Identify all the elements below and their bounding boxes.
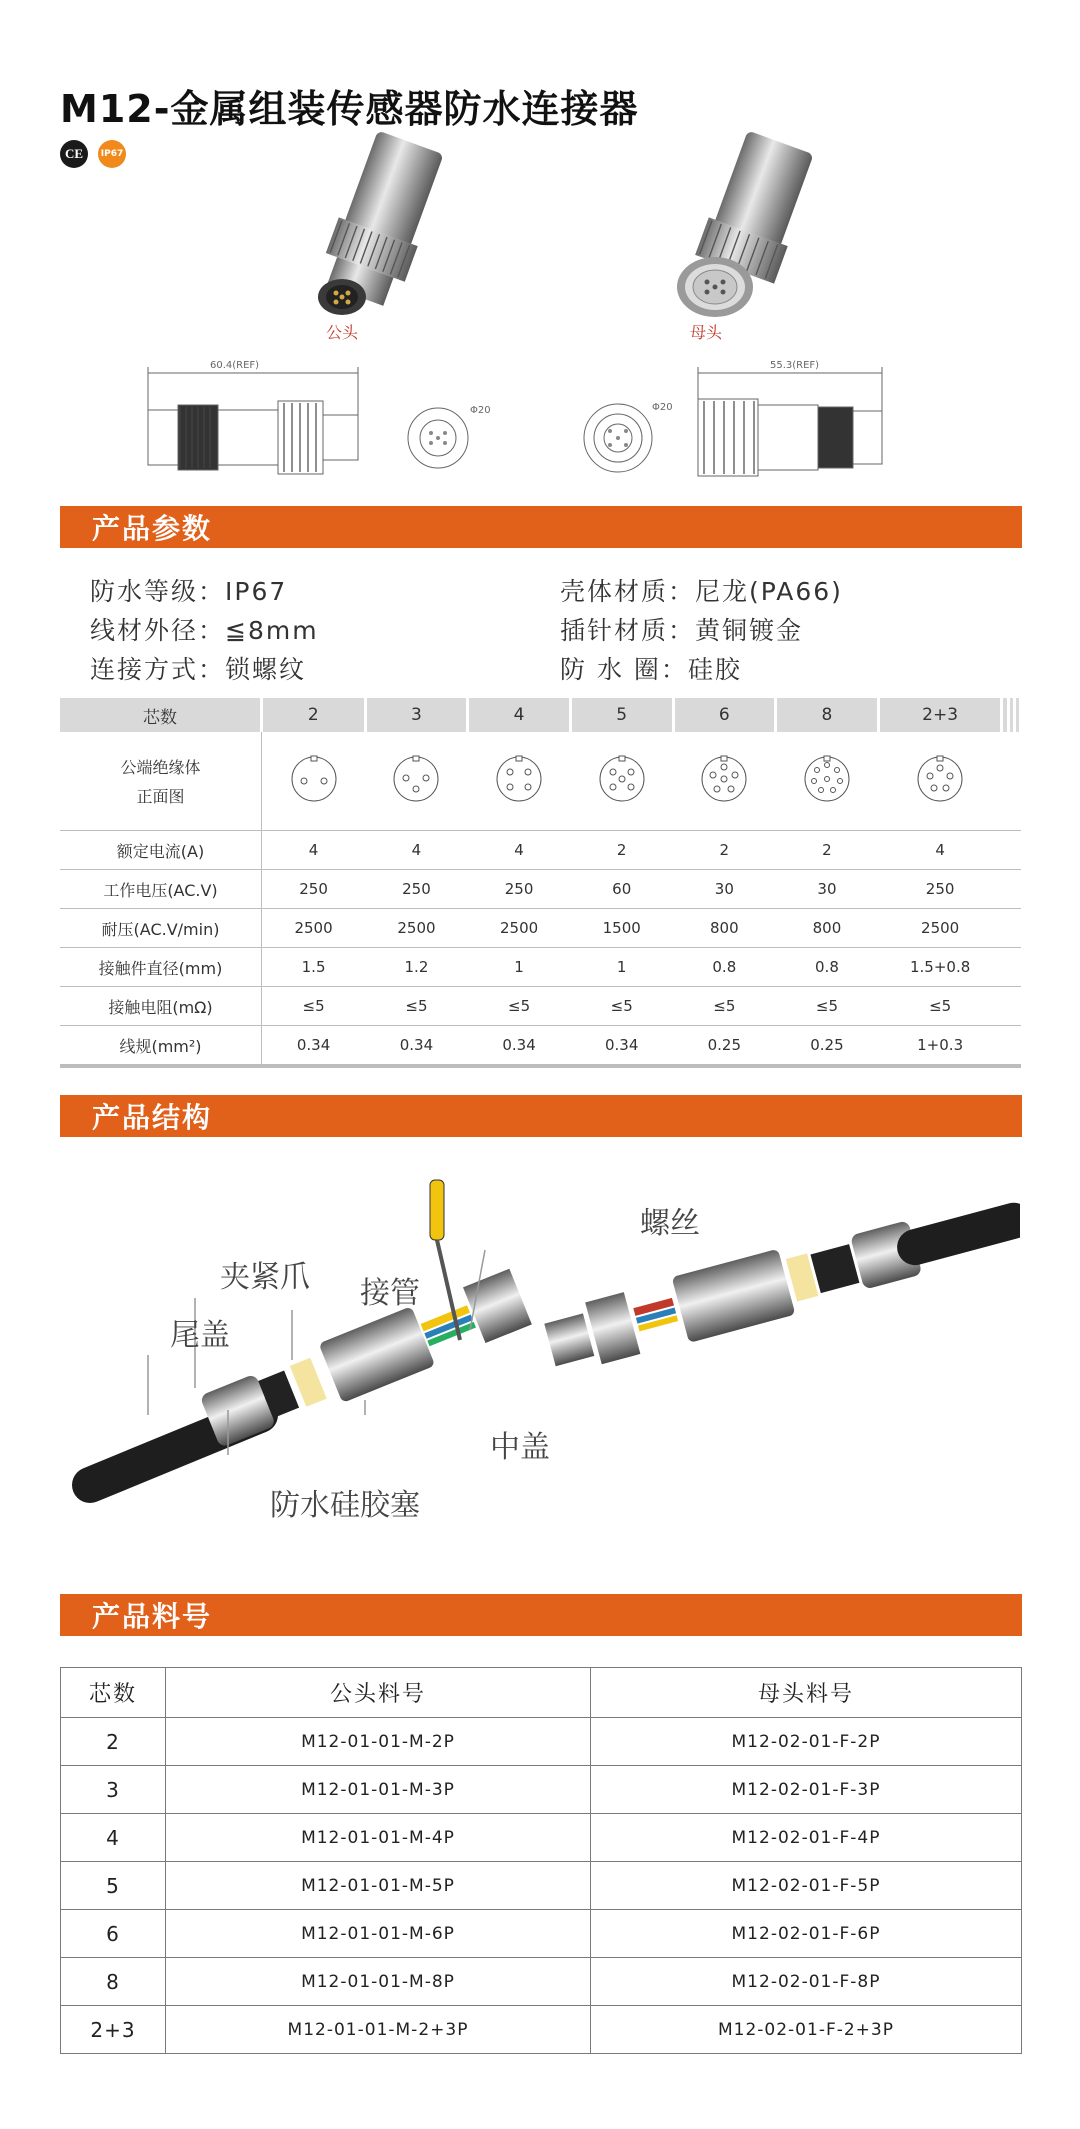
section-params-header: 产品参数 bbox=[60, 506, 1022, 548]
parts-female-cell: M12-02-01-F-2+3P bbox=[591, 2006, 1022, 2054]
callout-clamp: 夹紧爪 bbox=[220, 1260, 310, 1295]
spec-cell: ≤5 bbox=[365, 987, 468, 1026]
callout-silicone-plug: 防水硅胶塞 bbox=[270, 1488, 420, 1523]
spec-cell: 4 bbox=[468, 831, 571, 870]
section-structure-header: 产品结构 bbox=[60, 1095, 1022, 1137]
spec-header-row bbox=[60, 698, 1021, 732]
spec-cell: 4 bbox=[878, 831, 1002, 870]
parts-female-cell: M12-02-01-F-3P bbox=[591, 1766, 1022, 1814]
female-connector-image bbox=[640, 132, 860, 322]
spec-cell: 2500 bbox=[468, 909, 571, 948]
pin-diagram-4-icon bbox=[468, 732, 571, 831]
spec-row-label: 接触件直径(mm) bbox=[60, 948, 262, 987]
parts-male-cell: M12-01-01-M-6P bbox=[166, 1910, 591, 1958]
pin-diagram-2-3-icon bbox=[878, 732, 1002, 831]
spec-pin-row-label bbox=[60, 732, 262, 831]
spec-cell: 250 bbox=[262, 870, 366, 909]
spec-cell: 0.34 bbox=[365, 1026, 468, 1067]
spec-cell: ≤5 bbox=[878, 987, 1002, 1026]
female-label: 母头 bbox=[690, 323, 723, 342]
parts-header-female: 母头料号 bbox=[591, 1668, 1022, 1718]
parts-header-cores: 芯数 bbox=[61, 1668, 166, 1718]
spec-row bbox=[60, 909, 1021, 948]
parts-male-cell: M12-01-01-M-4P bbox=[166, 1814, 591, 1862]
param-pin-material: 插针材质：黄铜镀金 bbox=[560, 616, 804, 645]
spec-row bbox=[60, 1026, 1021, 1067]
parts-male-cell: M12-01-01-M-3P bbox=[166, 1766, 591, 1814]
female-dimension: 55.3(REF) bbox=[770, 360, 820, 371]
param-waterproof: 防水等级：IP67 bbox=[90, 577, 288, 606]
spec-cell bbox=[1014, 870, 1020, 909]
spec-cell: 0.8 bbox=[776, 948, 879, 987]
spec-cell: 2500 bbox=[365, 909, 468, 948]
parts-cores-cell: 4 bbox=[61, 1814, 166, 1862]
spec-col: 6 bbox=[673, 698, 776, 732]
spec-cell: 800 bbox=[776, 909, 879, 948]
spec-pin-row bbox=[60, 732, 1021, 831]
table-row bbox=[61, 1862, 1022, 1910]
spec-cell: 0.25 bbox=[776, 1026, 879, 1067]
spec-cell bbox=[1014, 1026, 1020, 1067]
ce-mark-icon: CE bbox=[60, 140, 88, 168]
pin-diagram-8-icon bbox=[776, 732, 879, 831]
param-housing-material: 壳体材质：尼龙(PA66) bbox=[560, 577, 843, 606]
pin-label-line2: 正面图 bbox=[136, 787, 185, 806]
callout-tail-cap: 尾盖 bbox=[170, 1318, 230, 1353]
pin-label-line1: 公端绝缘体 bbox=[120, 758, 201, 777]
spec-cell: 1 bbox=[468, 948, 571, 987]
spec-col: 2 bbox=[262, 698, 366, 732]
spec-row-label: 耐压(AC.V/min) bbox=[60, 909, 262, 948]
part-number-table bbox=[60, 1667, 1022, 2054]
spec-cell: 0.34 bbox=[468, 1026, 571, 1067]
table-row bbox=[61, 1766, 1022, 1814]
spec-cell: 2500 bbox=[878, 909, 1002, 948]
spec-cell: 1 bbox=[570, 948, 673, 987]
dimension-drawings bbox=[140, 355, 1020, 485]
table-row bbox=[61, 1814, 1022, 1862]
spec-table bbox=[60, 698, 1022, 1068]
spec-row-label: 接触电阻(mΩ) bbox=[60, 987, 262, 1026]
param-seal: 防 水 圈：硅胶 bbox=[560, 655, 742, 684]
spec-cell: 1+0.3 bbox=[878, 1026, 1002, 1067]
spec-cell: 1.5+0.8 bbox=[878, 948, 1002, 987]
section-part-numbers-header: 产品料号 bbox=[60, 1594, 1022, 1636]
parts-female-cell: M12-02-01-F-2P bbox=[591, 1718, 1022, 1766]
parts-header-male: 公头料号 bbox=[166, 1668, 591, 1718]
pin-diagram-2-icon bbox=[262, 732, 366, 831]
structure-diagram bbox=[60, 1170, 1020, 1550]
parts-cores-cell: 6 bbox=[61, 1910, 166, 1958]
spec-col: 8 bbox=[776, 698, 879, 732]
pin-diagram-3-icon bbox=[365, 732, 468, 831]
spec-cell: ≤5 bbox=[468, 987, 571, 1026]
parts-cores-cell: 5 bbox=[61, 1862, 166, 1910]
spec-header-label: 芯数 bbox=[60, 698, 262, 732]
spec-row-label: 额定电流(A) bbox=[60, 831, 262, 870]
spec-cell: ≤5 bbox=[570, 987, 673, 1026]
male-dimension: 60.4(REF) bbox=[210, 360, 260, 371]
pin-diagram-6-icon bbox=[673, 732, 776, 831]
spec-cell: 4 bbox=[365, 831, 468, 870]
spec-row bbox=[60, 831, 1021, 870]
parts-female-cell: M12-02-01-F-4P bbox=[591, 1814, 1022, 1862]
spec-cell bbox=[1014, 948, 1020, 987]
param-connection: 连接方式：锁螺纹 bbox=[90, 655, 307, 684]
spec-cell: 0.34 bbox=[570, 1026, 673, 1067]
spec-cell: 30 bbox=[673, 870, 776, 909]
parts-cores-cell: 3 bbox=[61, 1766, 166, 1814]
spec-cell: 250 bbox=[365, 870, 468, 909]
parts-female-cell: M12-02-01-F-6P bbox=[591, 1910, 1022, 1958]
spec-cell: ≤5 bbox=[776, 987, 879, 1026]
spec-cell: 2 bbox=[673, 831, 776, 870]
table-row bbox=[61, 1910, 1022, 1958]
parts-male-cell: M12-01-01-M-2+3P bbox=[166, 2006, 591, 2054]
spec-cell: 1500 bbox=[570, 909, 673, 948]
table-row bbox=[61, 1718, 1022, 1766]
spec-row bbox=[60, 987, 1021, 1026]
param-cable-diameter: 线材外径：≦8mm bbox=[90, 616, 319, 645]
table-row bbox=[61, 2006, 1022, 2054]
parts-male-cell: M12-01-01-M-8P bbox=[166, 1958, 591, 2006]
page-title: M12-金属组装传感器防水连接器 bbox=[60, 87, 639, 131]
spec-cell bbox=[1014, 987, 1020, 1026]
spec-cell: 2 bbox=[570, 831, 673, 870]
pin-diagram-5-icon bbox=[570, 732, 673, 831]
spec-cell: 0.25 bbox=[673, 1026, 776, 1067]
spec-cell: 60 bbox=[570, 870, 673, 909]
spec-col: 2+3 bbox=[878, 698, 1002, 732]
spec-col bbox=[1014, 698, 1020, 732]
spec-cell: 1.2 bbox=[365, 948, 468, 987]
spec-cell: 0.8 bbox=[673, 948, 776, 987]
spec-cell bbox=[1014, 909, 1020, 948]
callout-middle-cap: 中盖 bbox=[490, 1430, 550, 1465]
spec-cell bbox=[1014, 831, 1020, 870]
male-connector-image bbox=[270, 132, 490, 322]
spec-col: 4 bbox=[468, 698, 571, 732]
spec-cell: 2500 bbox=[262, 909, 366, 948]
parts-male-cell: M12-01-01-M-5P bbox=[166, 1862, 591, 1910]
spec-cell: 0.34 bbox=[262, 1026, 366, 1067]
callout-screw: 螺丝 bbox=[640, 1206, 700, 1241]
spec-row-label: 线规(mm²) bbox=[60, 1026, 262, 1067]
spec-row bbox=[60, 870, 1021, 909]
male-diameter: Φ20 bbox=[470, 405, 491, 416]
parts-female-cell: M12-02-01-F-8P bbox=[591, 1958, 1022, 2006]
parts-cores-cell: 2+3 bbox=[61, 2006, 166, 2054]
parts-male-cell: M12-01-01-M-2P bbox=[166, 1718, 591, 1766]
spec-cell: 30 bbox=[776, 870, 879, 909]
parts-cores-cell: 2 bbox=[61, 1718, 166, 1766]
spec-cell: ≤5 bbox=[673, 987, 776, 1026]
spec-row bbox=[60, 948, 1021, 987]
spec-cell: 250 bbox=[878, 870, 1002, 909]
spec-cell: 1.5 bbox=[262, 948, 366, 987]
spec-row-label: 工作电压(AC.V) bbox=[60, 870, 262, 909]
spec-col: 3 bbox=[365, 698, 468, 732]
callout-connector-tube: 接管 bbox=[360, 1276, 420, 1311]
spec-cell: 800 bbox=[673, 909, 776, 948]
spec-col: 5 bbox=[570, 698, 673, 732]
male-label: 公头 bbox=[326, 323, 359, 342]
parts-header-row bbox=[61, 1668, 1022, 1718]
ip67-badge-icon: IP67 bbox=[98, 140, 126, 168]
spec-cell: ≤5 bbox=[262, 987, 366, 1026]
table-row bbox=[61, 1958, 1022, 2006]
spec-cell: 2 bbox=[776, 831, 879, 870]
female-diameter: Φ20 bbox=[652, 402, 673, 413]
spec-cell: 250 bbox=[468, 870, 571, 909]
parts-cores-cell: 8 bbox=[61, 1958, 166, 2006]
spec-cell: 4 bbox=[262, 831, 366, 870]
parts-female-cell: M12-02-01-F-5P bbox=[591, 1862, 1022, 1910]
